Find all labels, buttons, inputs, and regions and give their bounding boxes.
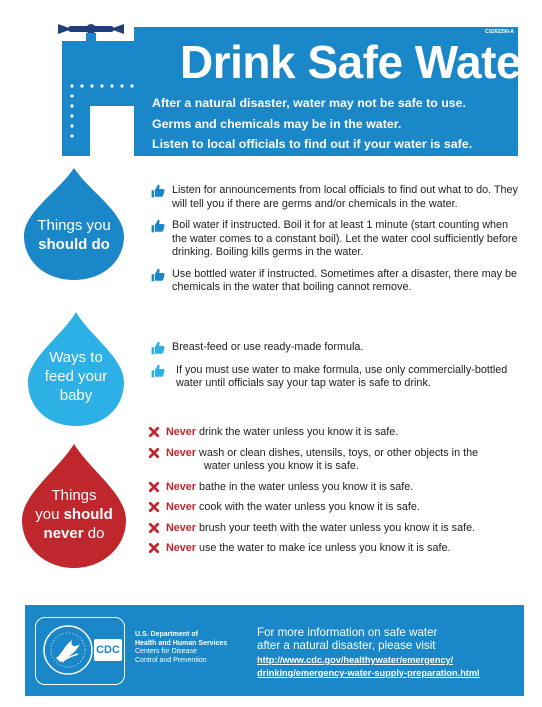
footer [25, 605, 524, 696]
x-mark-icon [148, 522, 160, 534]
thumbs-up-icon [150, 267, 166, 283]
item-text: Boil water if instructed. Boil it for at least 1 minute (start counting when the water comes to a constant boil). Let the water cool sufficiently before drinking. Boiling kills germs in the water. [172, 219, 518, 258]
label-line [18, 235, 130, 254]
list-item [148, 481, 518, 495]
item-text: bathe in the water unless you know it is safe. [199, 480, 414, 493]
faucet-icon [50, 24, 140, 156]
label-line [18, 524, 130, 543]
label-line [18, 505, 130, 524]
label-emphasis: should [63, 506, 113, 523]
link-line[interactable]: http://www.cdc.gov/healthywater/emergency/ [257, 655, 454, 665]
hhs-seal-icon [42, 624, 94, 676]
list-item [148, 447, 518, 474]
never-word: Never [166, 542, 197, 554]
label-line: Things you [37, 217, 111, 234]
header [50, 24, 539, 156]
thumbs-up-icon [150, 363, 166, 379]
never-word: Never [166, 480, 197, 493]
item-text: wash or clean dishes, utensils, toys, or other objects in the [199, 446, 479, 459]
never-word: Never [166, 521, 197, 534]
x-mark-icon [148, 501, 160, 513]
title-banner [134, 27, 539, 156]
label-line: baby [59, 387, 93, 404]
agency-name [135, 631, 227, 665]
never-word: Never [166, 501, 197, 513]
agency-line: Centers for Disease [135, 648, 197, 655]
agency-logos [35, 617, 125, 685]
list-item [148, 522, 518, 536]
thumbs-up-icon [150, 218, 166, 234]
more-info-line: after a natural disaster, please visit [257, 638, 436, 652]
x-mark-icon [148, 542, 160, 554]
agency-line: U.S. Department of [135, 631, 199, 638]
should-do-label [18, 216, 130, 254]
thumbs-up-icon [150, 340, 166, 356]
list-item [148, 341, 518, 355]
never-do-label [18, 486, 130, 543]
label-emphasis: should do [38, 236, 110, 253]
item-text: cook with the water unless you know it is safe. [199, 501, 420, 513]
label-line: Ways to [49, 349, 103, 366]
page-title: Drink Safe Water [180, 36, 539, 88]
list-item [148, 219, 518, 260]
label-part: do [83, 525, 105, 542]
never-do-list [148, 426, 518, 556]
never-word: Never [166, 446, 197, 459]
x-mark-icon [148, 481, 160, 493]
list-item [148, 364, 518, 391]
thumbs-up-icon [150, 183, 166, 199]
should-do-list [148, 184, 518, 295]
feed-baby-list [148, 341, 518, 391]
list-item [148, 501, 518, 515]
list-item [148, 184, 518, 211]
cdc-logo: CDC [94, 639, 122, 661]
item-text: use the water to make ice unless you know it is safe. [199, 542, 451, 554]
never-word: Never [166, 426, 197, 438]
should-do-drop [18, 166, 130, 282]
feed-baby-label [24, 348, 128, 405]
item-text: Listen for announcements from local officials to find out what to do. They will tell you if there are germs and/or chemicals in the water. [172, 184, 518, 210]
label-line: Things [51, 487, 97, 504]
intro-line: Germs and chemicals may be in the water. [152, 116, 402, 131]
item-text: Breast-feed or use ready-made formula. [172, 341, 364, 353]
item-text: brush your teeth with the water unless you know it is safe. [199, 521, 476, 534]
item-text: Use bottled water if instructed. Sometimes after a disaster, there may be chemicals in the water that boiling cannot remove. [172, 267, 518, 293]
feed-baby-drop [24, 310, 128, 428]
intro-line: Listen to local officials to find out if your water is safe. [152, 137, 473, 151]
item-text-continued: water unless you know it is safe. [204, 460, 359, 472]
link-line[interactable]: drinking/emergency-water-supply-preparation.html [257, 668, 480, 678]
item-text: drink the water unless you know it is safe. [199, 426, 399, 438]
x-mark-icon [148, 447, 160, 459]
item-text: If you must use water to make formula, use only commercially-bottled water until officials say your tap water is safe to drink. [176, 363, 508, 389]
list-item [148, 542, 518, 556]
label-part: you [35, 506, 64, 523]
more-info-line: For more information on safe water [257, 626, 438, 639]
label-line: feed your [44, 368, 108, 385]
intro-text [152, 93, 512, 155]
list-item [148, 268, 518, 295]
info-link[interactable] [257, 654, 480, 680]
agency-line: Health and Human Services [135, 639, 228, 647]
more-info [257, 627, 480, 680]
intro-line: After a natural disaster, water may not be safe to use. [152, 96, 467, 110]
document-code: CS262290-A [485, 29, 514, 35]
label-emphasis: never [43, 525, 84, 542]
list-item [148, 426, 518, 440]
x-mark-icon [148, 426, 160, 438]
never-do-drop [18, 442, 130, 570]
agency-line: Control and Prevention [135, 656, 207, 664]
